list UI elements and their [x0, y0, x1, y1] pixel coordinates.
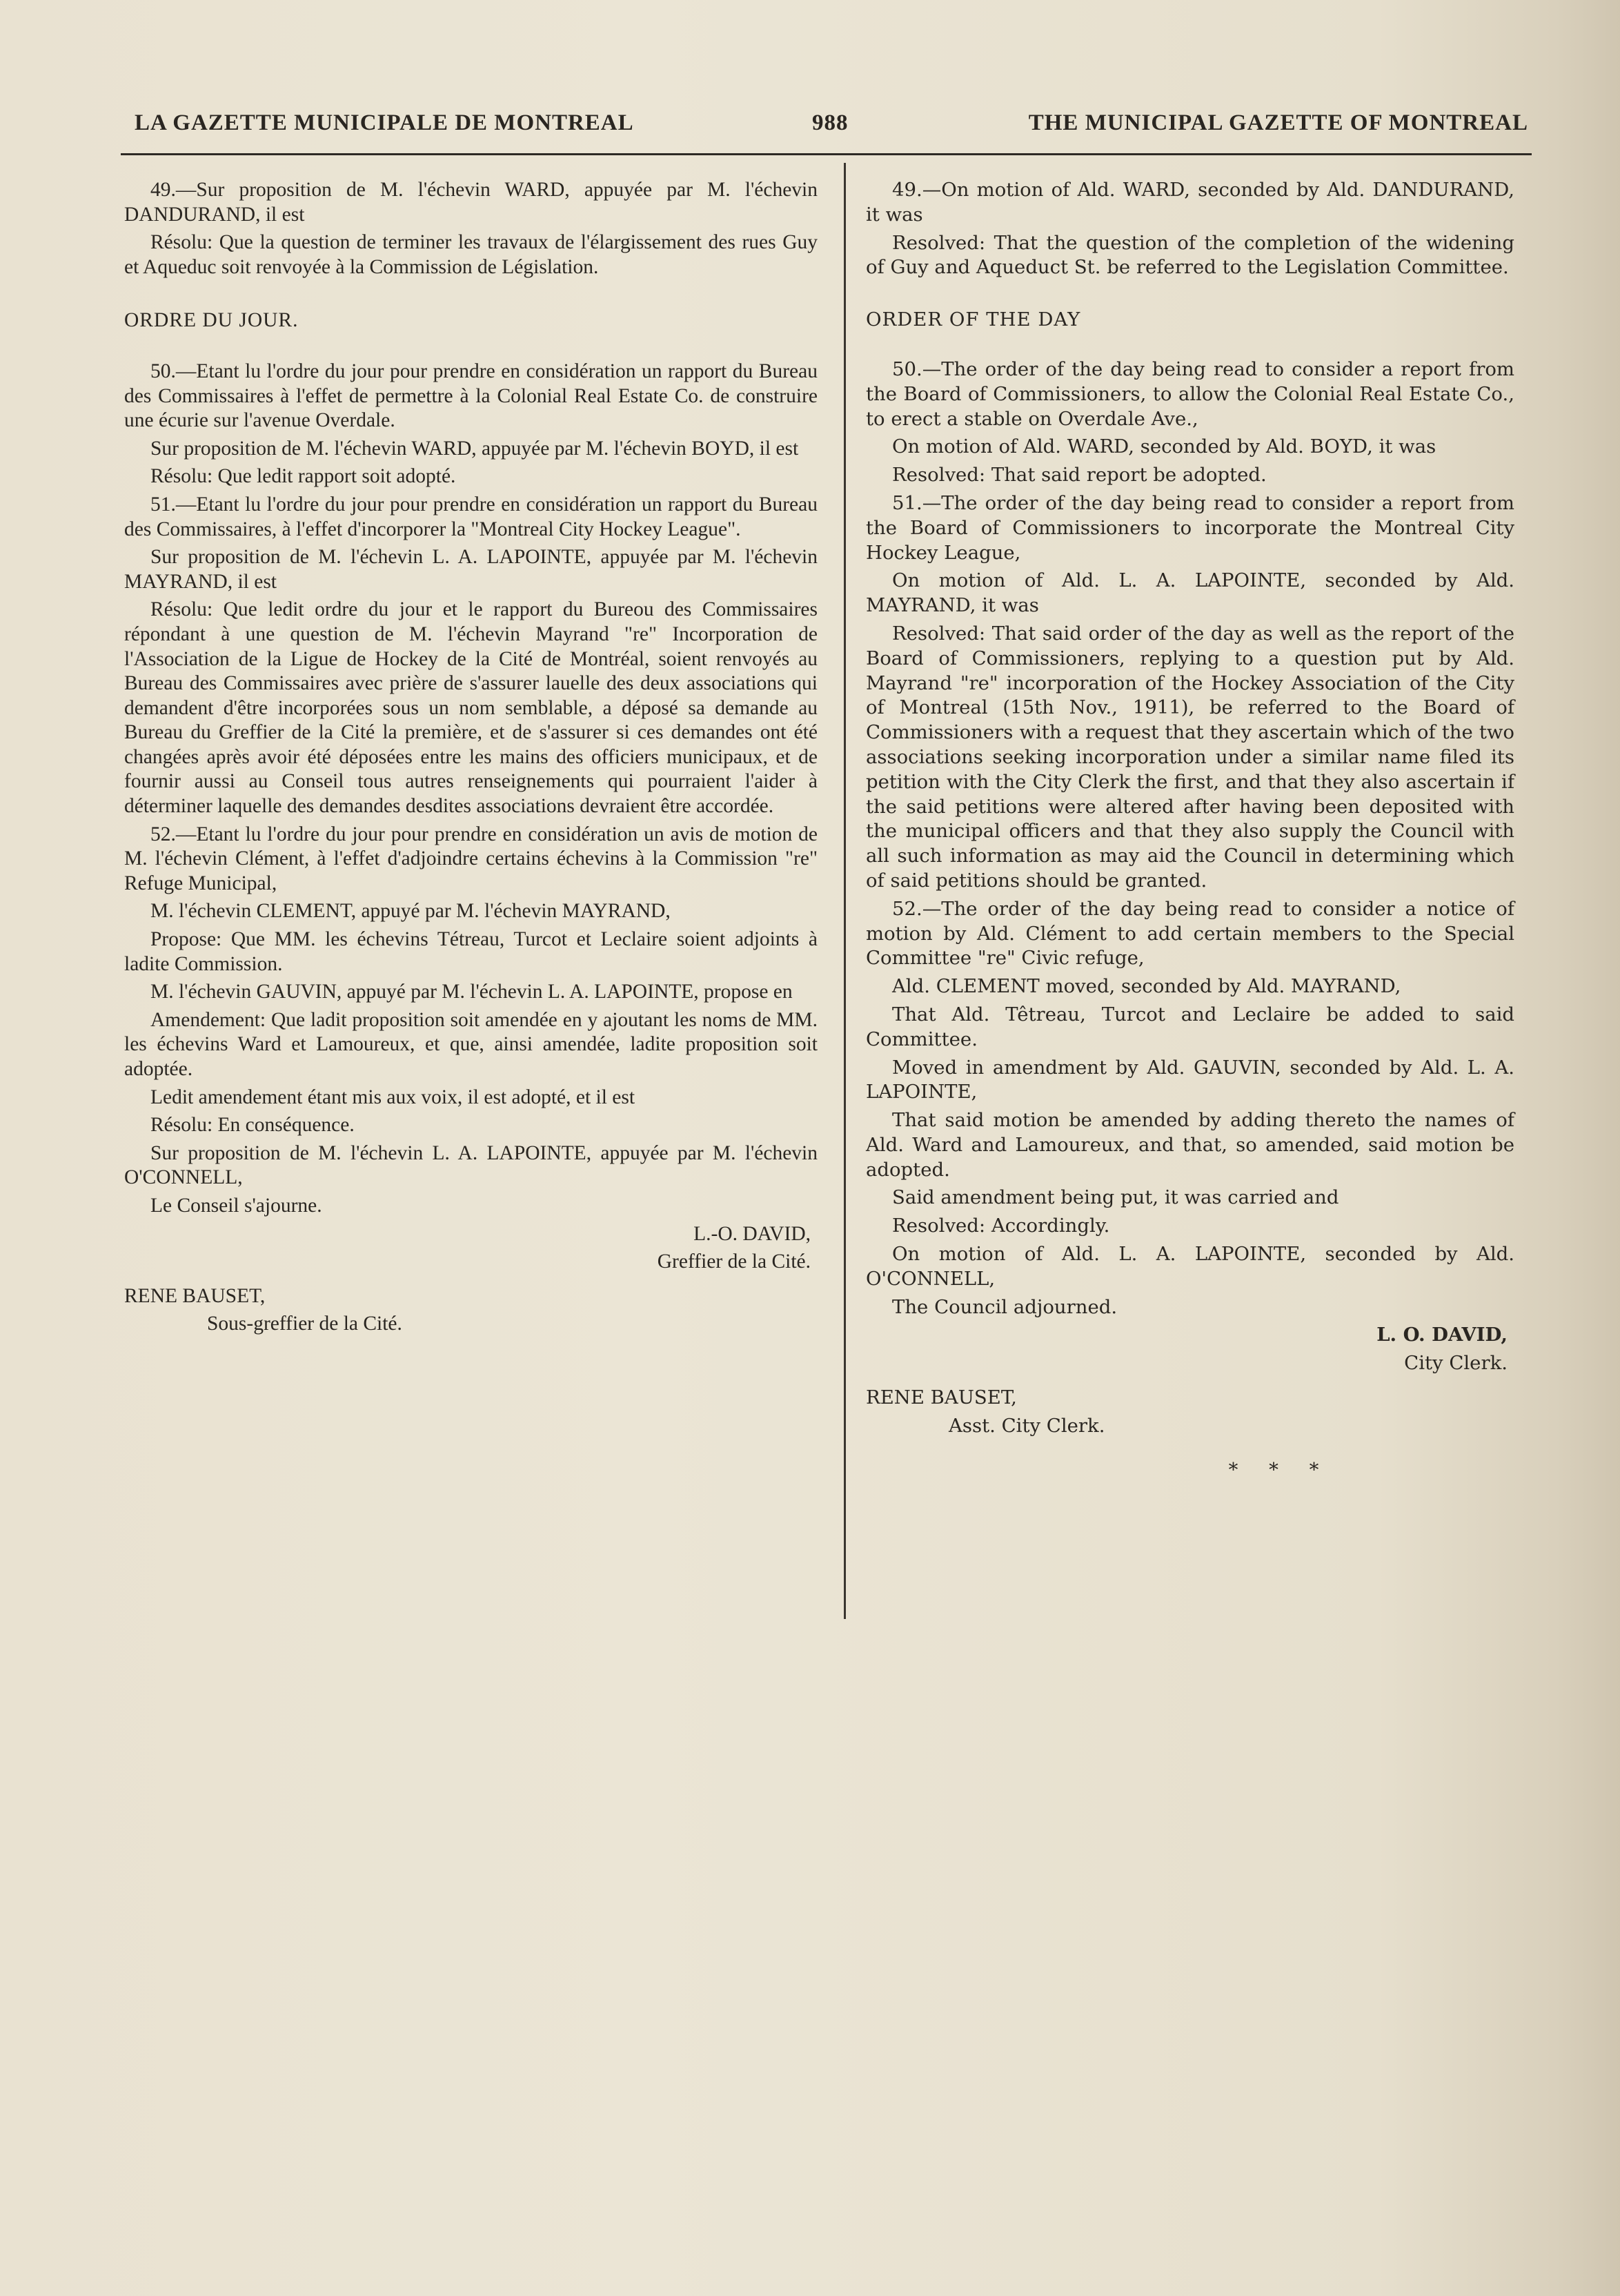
en-item-49-resolution: Resolved: That the question of the completion of the widening of Guy and Aqueduct St. be referred to the Legislation Committee.: [866, 231, 1514, 279]
header-french-title: LA GAZETTE MUNICIPALE DE MONTREAL: [135, 110, 634, 135]
fr-item-52-resolution: Résolu: En conséquence.: [150, 1114, 355, 1137]
fr-section-heading: ORDRE DU JOUR.: [124, 309, 299, 332]
fr-item-49-motion: 49.—Sur proposition de M. l'échevin WARD, appuyée par M. l'échevin DANDURAND, il est: [124, 179, 818, 226]
french-column: [124, 178, 818, 1340]
en-item-52-vote: Said amendment being put, it was carried and: [892, 1186, 1339, 1209]
fr-item-52-order: 52.—Etant lu l'ordre du jour pour prendre en considération un avis de motion de M. l'échevin Clément, à l'effet d'adjoindre certains échevins à la Commission "re" Refuge Municipal,: [124, 823, 818, 894]
fr-adjourn: Le Conseil s'ajourne.: [150, 1194, 322, 1217]
fr-assistant-title: Sous-greffier de la Cité.: [207, 1313, 402, 1335]
en-item-52-amendment: That said motion be amended by adding thereto the names of Ald. Ward and Lamoureux, and that, so amended, said motion be adopted.: [866, 1109, 1514, 1181]
header-rule: [121, 153, 1532, 155]
fr-item-50-resolution: Résolu: Que ledit rapport soit adopté.: [150, 465, 456, 488]
en-section-heading: ORDER OF THE DAY: [866, 308, 1081, 331]
fr-item-52-amendment-mover: M. l'échevin GAUVIN, appuyé par M. l'échevin L. A. LAPOINTE, propose en: [150, 981, 793, 1003]
fr-assistant-name: RENE BAUSET,: [124, 1284, 266, 1307]
fr-adjourn-motion: Sur proposition de M. l'échevin L. A. LAPOINTE, appuyée par M. l'échevin O'CONNELL,: [124, 1141, 818, 1189]
fr-clerk-name: L.-O. DAVID,: [693, 1222, 811, 1245]
fr-item-52-amendment: Amendement: Que ladit proposition soit amendée en y ajoutant les noms de MM. les échevins Ward et Lamoureux, et que, ainsi amendée, ladite proposition soit adoptée.: [124, 1008, 818, 1080]
fr-item-51-order: 51.—Etant lu l'ordre du jour pour prendre en considération un rapport du Bureau des Commissaires, à l'effet d'incorporer la "Montreal City Hockey League".: [124, 493, 818, 540]
en-item-52-amendment-mover: Moved in amendment by Ald. GAUVIN, seconded by Ald. L. A. LAPOINTE,: [866, 1056, 1514, 1103]
en-item-52-mover: Ald. CLEMENT moved, seconded by Ald. MAYRAND,: [892, 975, 1401, 998]
en-clerk-name: L. O. DAVID,: [1376, 1324, 1508, 1346]
en-item-52-order: 52.—The order of the day being read to consider a notice of motion by Ald. Clément to add certain members to the Special Committee "re" Civic refuge,: [866, 897, 1514, 970]
en-item-50-order: 50.—The order of the day being read to consider a report from the Board of Commissioners, to allow the Colonial Real Estate Co., to erect a stable on Overdale Ave.,: [866, 357, 1514, 430]
header-english-title: THE MUNICIPAL GAZETTE OF MONTREAL: [1028, 110, 1528, 135]
page-number: 988: [812, 110, 849, 135]
en-assistant-name: RENE BAUSET,: [866, 1386, 1017, 1409]
fr-item-52-mover: M. l'échevin CLEMENT, appuyé par M. l'échevin MAYRAND,: [150, 900, 671, 923]
en-item-50-motion: On motion of Ald. WARD, seconded by Ald. BOYD, it was: [892, 435, 1436, 458]
fr-item-50-order: 50.—Etant lu l'ordre du jour pour prendre en considération un rapport du Bureau des Commissaires à l'effet de permettre à la Colonial Real Estate Co. de construire une écurie sur l'avenue Overdale.: [124, 360, 818, 432]
en-item-51-resolution: Resolved: That said order of the day as well as the report of the Board of Commissioners, replying to a question put by Ald. Mayrand "re" incorporation of the Hockey Association of the City of Montreal (15th Nov., 1911), be referred to the Board of Commissioners with a request that they ascertain which of the two associations seeking incorporation under a similar name filed its petition with the City Clerk the first, and that they also ascertain if the said petitions were altered after having been deposited with the municipal officers and that they also supply the Council with all such information as may aid the Council in determining which of said petitions should be granted.: [866, 622, 1514, 892]
fr-item-52-proposal: Propose: Que MM. les échevins Tétreau, Turcot et Leclaire soient adjoints à ladite Commission.: [124, 928, 818, 975]
fr-clerk-title: Greffier de la Cité.: [657, 1250, 811, 1273]
en-item-50-resolution: Resolved: That said report be adopted.: [892, 464, 1267, 487]
english-column: [866, 178, 1514, 1486]
fr-item-51-resolution: Résolu: Que ledit ordre du jour et le rapport du Bureou des Commissaires répondant à une question de M. l'échevin Mayrand "re" Incorporation de l'Association de la Ligue de Hockey de la Cité de Montréal, soient renvoyés au Bureau des Commissaires avec prière de s'assurer lauelle des deux associations qui demandent d'être incorporées sous un nom semblable, a déposé sa demande au Bureau du Greffier de la Cité la première, et de s'assurer si ces demandes ont été changées après avoir été déposées entre les mains des officiers municipaux, et de fournir aussi au Conseil tous autres renseignements qui pourraient l'aider à déterminer laquelle des demandes desdites associations devraient être accordée.: [124, 598, 818, 818]
fr-item-50-motion: Sur proposition de M. l'échevin WARD, appuyée par M. l'échevin BOYD, il est: [150, 437, 799, 460]
section-end-stars: * * *: [1228, 1458, 1332, 1481]
en-clerk-title: City Clerk.: [1404, 1352, 1508, 1375]
en-item-52-resolution: Resolved: Accordingly.: [892, 1215, 1110, 1237]
fr-item-51-motion: Sur proposition de M. l'échevin L. A. LAPOINTE, appuyée par M. l'échevin MAYRAND, il est: [124, 546, 818, 593]
en-item-52-proposal: That Ald. Têtreau, Turcot and Leclaire be added to said Committee.: [866, 1003, 1514, 1050]
en-item-49-motion: 49.—On motion of Ald. WARD, seconded by Ald. DANDURAND, it was: [866, 179, 1514, 226]
fr-item-49-resolution: Résolu: Que la question de terminer les travaux de l'élargissement des rues Guy et Aqueduc soit renvoyée à la Commission de Législation.: [124, 231, 818, 278]
en-adjourn: The Council adjourned.: [892, 1295, 1118, 1318]
en-item-51-order: 51.—The order of the day being read to consider a report from the Board of Commissioners to incorporate the Montreal City Hockey League,: [866, 491, 1514, 564]
column-divider: [844, 163, 846, 1619]
running-head: [135, 110, 1528, 145]
en-item-51-motion: On motion of Ald. L. A. LAPOINTE, seconded by Ald. MAYRAND, it was: [866, 569, 1514, 617]
fr-item-52-vote: Ledit amendement étant mis aux voix, il est adopté, et il est: [150, 1086, 635, 1108]
en-assistant-title: Asst. City Clerk.: [949, 1414, 1105, 1437]
en-adjourn-motion: On motion of Ald. L. A. LAPOINTE, seconded by Ald. O'CONNELL,: [866, 1243, 1514, 1290]
